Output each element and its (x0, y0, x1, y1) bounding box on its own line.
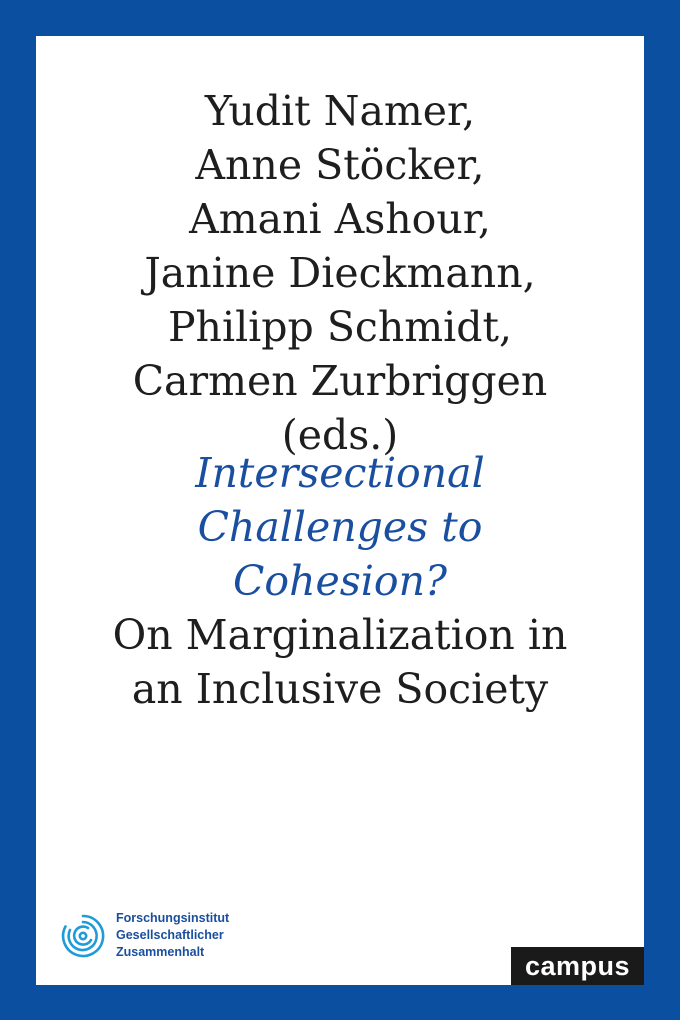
cover-panel (36, 36, 644, 985)
author-name: Yudit Namer, (204, 87, 476, 135)
title-line: Intersectional (195, 449, 485, 497)
institute-name-line: Gesellschaftlicher (116, 928, 224, 942)
institute-name-line: Zusammenhalt (116, 945, 205, 959)
author-list (36, 84, 644, 462)
book-subtitle (36, 608, 644, 716)
subtitle-line: On Marginalization in (112, 611, 568, 659)
publisher-logo: campus (511, 947, 644, 985)
title-line: Challenges to (197, 503, 483, 551)
author-name: Philipp Schmidt, (167, 303, 513, 351)
book-title (36, 446, 644, 608)
editors-note: (eds.) (281, 411, 399, 459)
subtitle-line: an Inclusive Society (131, 665, 549, 713)
institute-name-line: Forschungsinstitut (116, 911, 230, 925)
author-name: Carmen Zurbriggen (132, 357, 548, 405)
author-name: Anne Stöcker, (195, 141, 485, 189)
institute-logo (60, 910, 229, 961)
institute-name (116, 910, 229, 961)
title-line: Cohesion? (233, 557, 447, 605)
author-name: Janine Dieckmann, (144, 249, 536, 297)
concentric-circles-logo-icon (60, 913, 106, 959)
author-name: Amani Ashour, (189, 195, 491, 243)
